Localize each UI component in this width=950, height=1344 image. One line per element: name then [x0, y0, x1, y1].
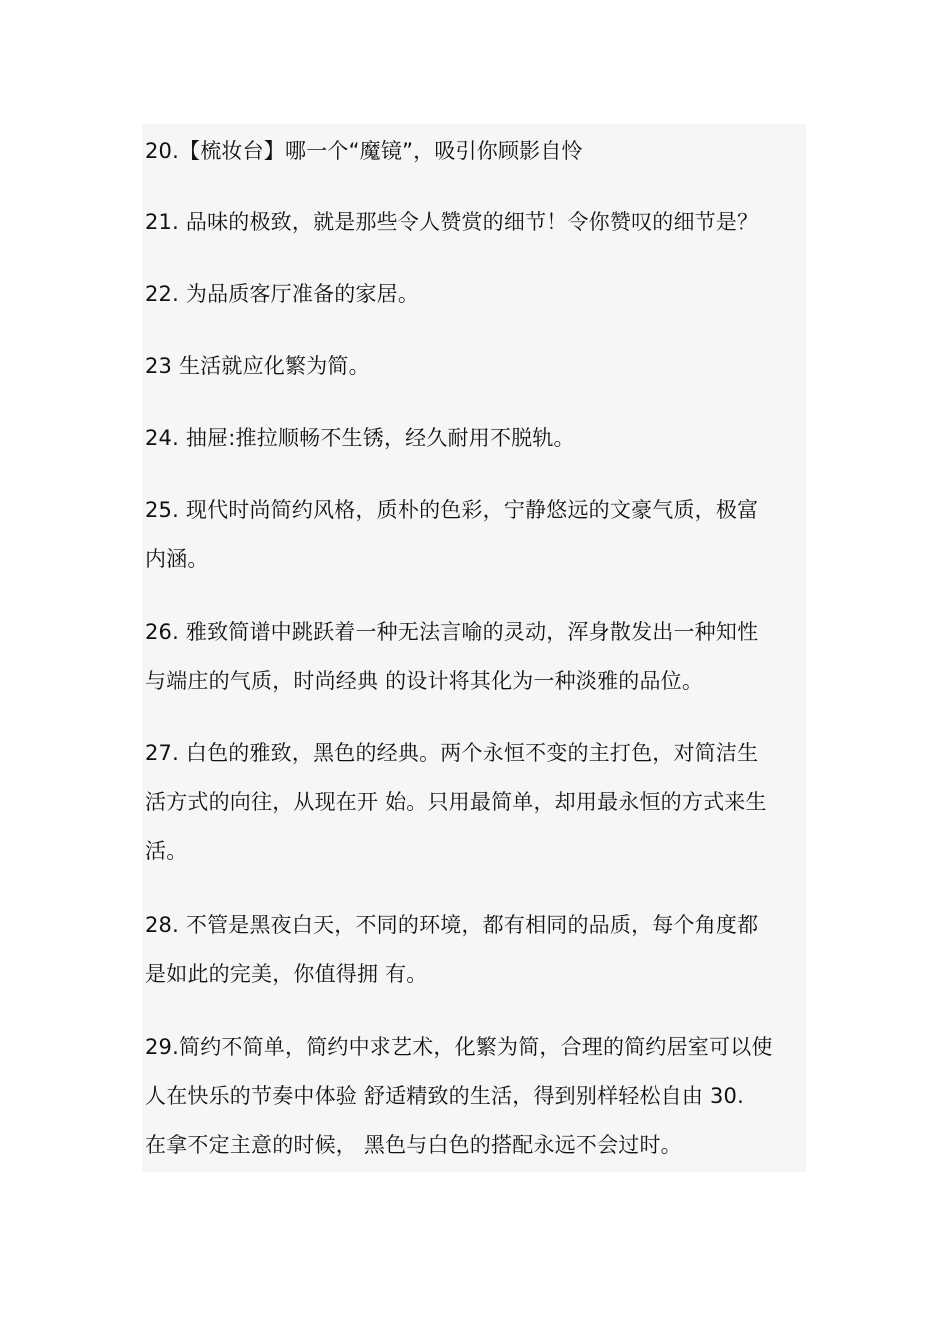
item-28-line-2: 是如此的完美，你值得拥 有。: [145, 962, 428, 986]
list-item-28: [145, 901, 809, 999]
item-29-line-1: 29.简约不简单，简约中求艺术，化繁为简，合理的简约居室可以使: [145, 1035, 773, 1059]
item-20-line-1: 20.【梳妆台】哪一个“魔镜”，吸引你顾影自怜: [145, 139, 583, 163]
list-item-23: [145, 342, 809, 391]
item-26-line-1: 26. 雅致简谱中跳跃着一种无法言喻的灵动，浑身散发出一种知性: [145, 620, 759, 644]
item-25-line-1: 25. 现代时尚简约风格，质朴的色彩，宁静悠远的文豪气质，极富: [145, 498, 759, 522]
item-27-line-3: 活。: [145, 839, 188, 863]
list-item-24: [145, 414, 809, 463]
item-29-line-3: 在拿不定主意的时候， 黑色与白色的搭配永远不会过时。: [145, 1133, 682, 1157]
item-24-line-1: 24. 抽屉:推拉顺畅不生锈，经久耐用不脱轨。: [145, 426, 575, 450]
item-28-line-1: 28. 不管是黑夜白天，不同的环境，都有相同的品质，每个角度都: [145, 913, 759, 937]
item-21-line-1: 21. 品味的极致，就是那些令人赞赏的细节！令你赞叹的细节是？: [145, 210, 759, 234]
list-item-20: [145, 127, 809, 176]
list-item-27: [145, 729, 809, 876]
list-item-21: [145, 198, 809, 247]
item-27-line-2: 活方式的向往，从现在开 始。只用最简单，却用最永恒的方式来生: [145, 790, 767, 814]
item-26-line-2: 与端庄的气质，时尚经典 的设计将其化为一种淡雅的品位。: [145, 669, 704, 693]
list-item-26: [145, 608, 809, 706]
list-item-22: [145, 270, 809, 319]
list-item-25: [145, 486, 809, 584]
list-item-29: [145, 1023, 809, 1170]
item-29-line-2: 人在快乐的节奏中体验 舒适精致的生活，得到别样轻松自由 30.: [145, 1084, 744, 1108]
item-23-line-1: 23 生活就应化繁为简。: [145, 354, 370, 378]
item-27-line-1: 27. 白色的雅致，黑色的经典。两个永恒不变的主打色，对简洁生: [145, 741, 759, 765]
text-block: [142, 124, 806, 1172]
item-22-line-1: 22. 为品质客厅准备的家居。: [145, 282, 420, 306]
item-25-line-2: 内涵。: [145, 547, 209, 571]
